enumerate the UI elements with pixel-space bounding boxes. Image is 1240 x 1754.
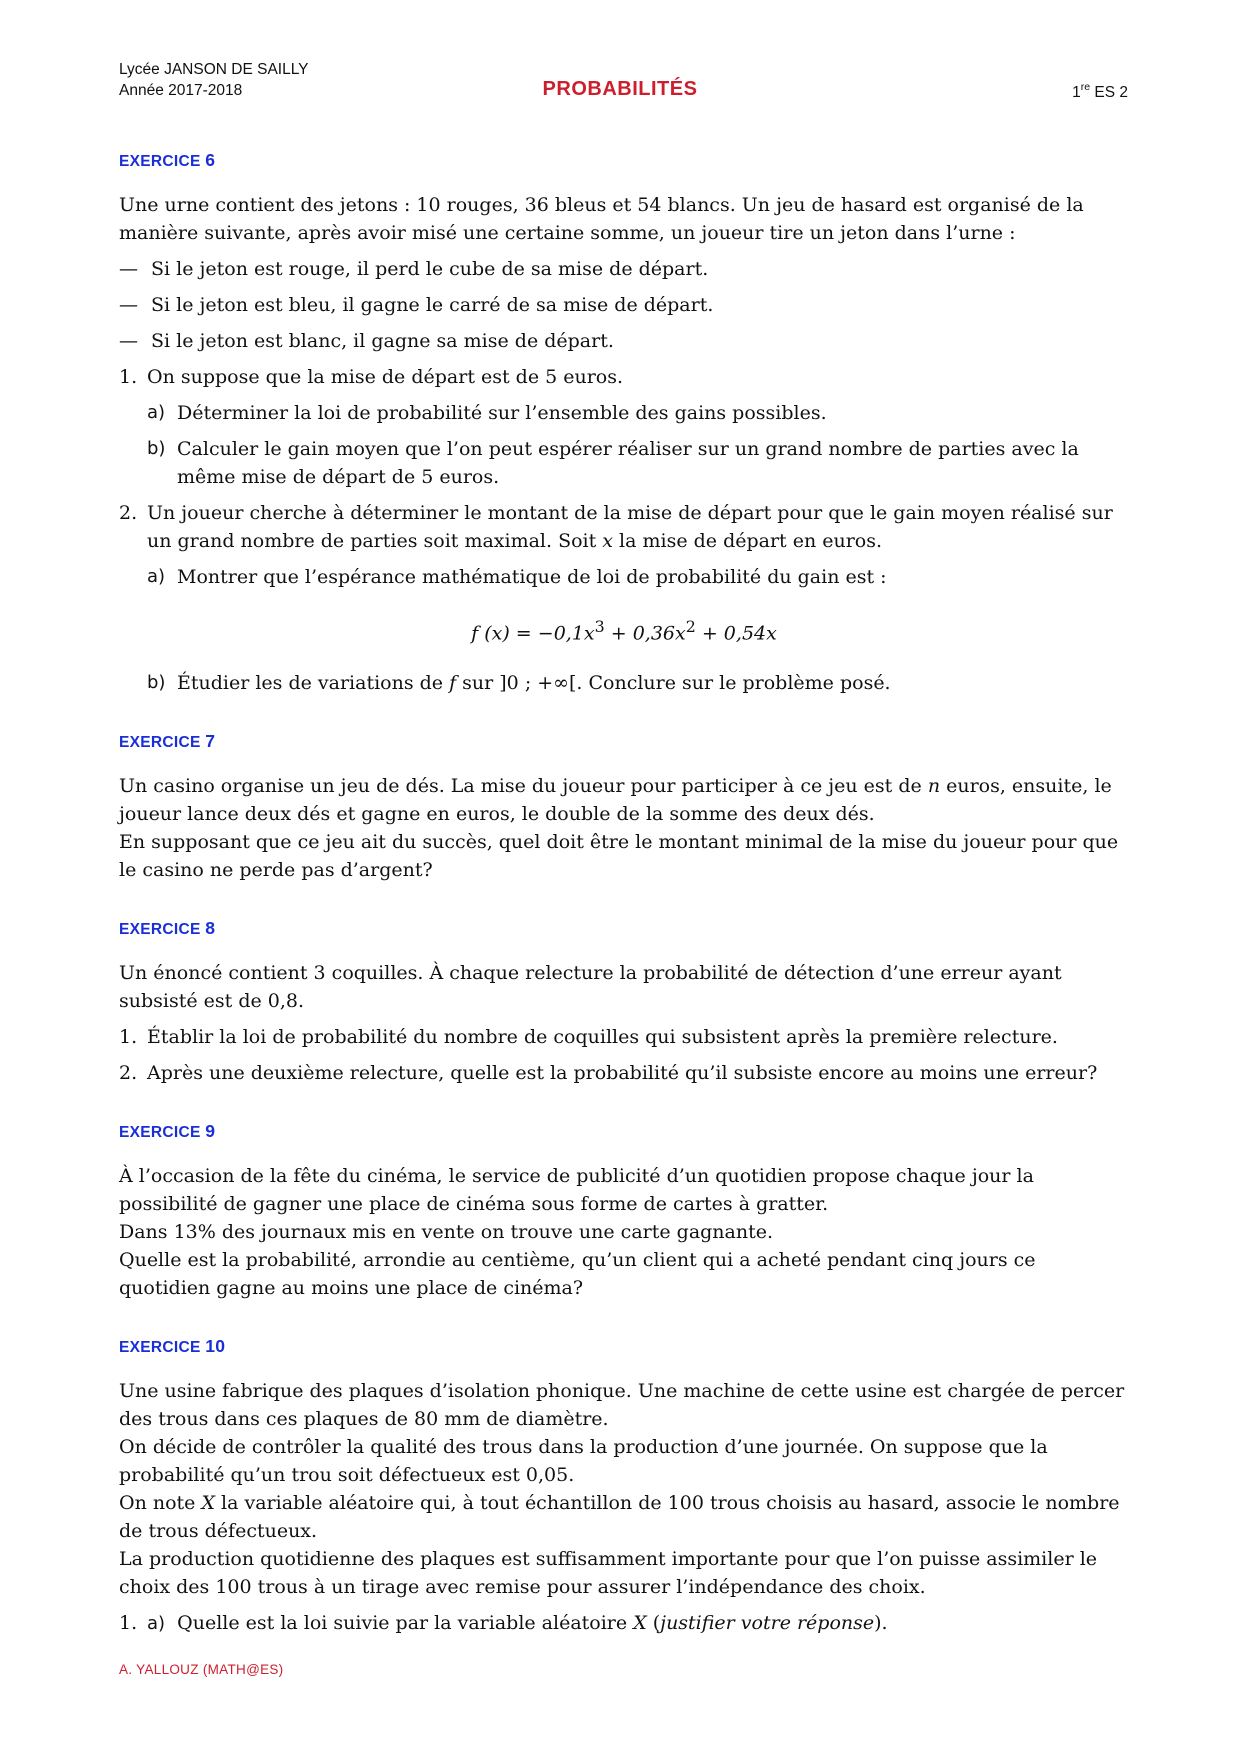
exercise-label: EXERCICE	[119, 921, 201, 939]
dash-marker: —	[119, 294, 138, 316]
exercise-number: 9	[205, 1121, 216, 1142]
subquestion-letter: a)	[147, 402, 166, 423]
bullet-item	[119, 255, 1129, 283]
subquestion-letter: a)	[147, 566, 166, 587]
question-hint: justifier votre réponse	[660, 1612, 875, 1635]
question-2a	[119, 563, 1129, 591]
dash-marker: —	[119, 330, 138, 352]
exercise-10-paragraph: Une usine fabrique des plaques d’isolation phonique. Une machine de cette usine est chargée de percer des trous dans ces plaques de 80 mm de diamètre.	[119, 1380, 1125, 1431]
exercise-7-paragraph	[119, 772, 1129, 828]
class-number: 1	[1072, 84, 1081, 102]
exercise-label: EXERCICE	[119, 734, 201, 752]
expectation-formula	[119, 613, 1129, 647]
formula-part: f (x) = −0,1x	[471, 622, 595, 645]
question-1	[119, 363, 1129, 391]
question-text: Établir la loi de probabilité du nombre de coquilles qui subsistent après la première relecture.	[147, 1026, 1058, 1049]
question-text: Déterminer la loi de probabilité sur l’ensemble des gains possibles.	[177, 402, 827, 424]
exercise-9-question: Quelle est la probabilité, arrondie au centième, qu’un client qui a acheté pendant cinq jours ce quotidien gagne au moins une place de cinéma?	[119, 1249, 1036, 1300]
question-number: 1.	[119, 1026, 138, 1049]
class-name: ES 2	[1094, 84, 1128, 102]
dash-marker: —	[119, 258, 138, 280]
question-text: Un joueur cherche à déterminer le montant de la mise de départ pour que le gain moyen réalisé sur un grand nombre de parties soit maximal. Soit	[147, 502, 1113, 552]
question-text: On suppose que la mise de départ est de 5 euros.	[147, 366, 624, 388]
bullet-text: Si le jeton est rouge, il perd le cube de sa mise de départ.	[151, 258, 709, 280]
math-variable: X	[201, 1492, 215, 1515]
question-2	[119, 499, 1129, 555]
content	[119, 150, 1129, 1638]
exercise-8-heading	[119, 918, 1129, 939]
exercise-label: EXERCICE	[119, 1124, 201, 1142]
exercise-number: 10	[205, 1336, 226, 1357]
page-footer: A. YALLOUZ (MATH@ES)	[119, 1662, 284, 1677]
paragraph-text: On note	[119, 1492, 202, 1515]
exercise-6-heading	[119, 150, 1129, 171]
question-2b	[119, 669, 1129, 697]
exercise-7-question: En supposant que ce jeu ait du succès, quel doit être le montant minimal de la mise du joueur pour que le casino ne perde pas d’argent?	[119, 831, 1119, 882]
question-number: 1.	[119, 1612, 138, 1635]
question-text: Calculer le gain moyen que l’on peut espérer réaliser sur un grand nombre de parties avec la même mise de départ de 5 euros.	[177, 438, 1079, 488]
math-variable: n	[927, 775, 941, 798]
exercise-number: 7	[205, 731, 216, 752]
school-year: Année 2017-2018	[119, 82, 243, 99]
formula-exponent: 3	[594, 617, 605, 636]
question-number: 2.	[119, 1062, 138, 1085]
page-title: PROBABILITÉS	[542, 78, 698, 100]
question-1b	[119, 435, 1129, 491]
question-text: sur ]0 ; +∞[. Conclure sur le problème posé.	[456, 672, 891, 695]
subquestion-letter: b)	[147, 672, 166, 694]
paragraph-text: la variable aléatoire qui, à tout échantillon de 100 trous choisis au hasard, associe le nombre de trous défectueux.	[119, 1492, 1120, 1543]
exercise-9-paragraph: À l’occasion de la fête du cinéma, le service de publicité d’un quotidien propose chaque jour la possibilité de gagner une place de cinéma sous forme de cartes à gratter.	[119, 1165, 1034, 1216]
bullet-text: Si le jeton est bleu, il gagne le carré de sa mise de départ.	[151, 294, 714, 316]
bullet-item	[119, 327, 1129, 355]
question-1	[119, 1023, 1129, 1051]
exercise-9-heading	[119, 1121, 1129, 1142]
exercise-number: 6	[205, 150, 216, 170]
question-2	[119, 1059, 1129, 1087]
school-name: Lycée JANSON DE SAILLY	[119, 61, 309, 78]
class-superscript: re	[1080, 81, 1091, 93]
question-text: ).	[874, 1612, 888, 1635]
exercise-9-paragraph: Dans 13% des journaux mis en vente on trouve une carte gagnante.	[119, 1221, 774, 1244]
math-variable: f	[449, 672, 457, 695]
question-1a	[119, 1609, 1129, 1638]
formula-exponent: 2	[685, 617, 696, 636]
class-label	[1072, 82, 1128, 102]
bullet-text: Si le jeton est blanc, il gagne sa mise de départ.	[151, 330, 614, 352]
question-text: (	[646, 1612, 661, 1635]
question-number: 1.	[119, 366, 138, 388]
exercise-10-heading	[119, 1336, 1129, 1357]
exercise-8-intro: Un énoncé contient 3 coquilles. À chaque relecture la probabilité de détection d’une erreur ayant subsisté est de 0,8.	[119, 962, 1062, 1013]
subquestion-letter: a)	[147, 1613, 166, 1635]
exercise-10-paragraph	[119, 1489, 1129, 1545]
exercise-label: EXERCICE	[119, 1339, 201, 1357]
question-1a	[119, 399, 1129, 427]
exercise-label: EXERCICE	[119, 153, 201, 170]
exercise-7-heading	[119, 731, 1129, 752]
math-variable: X	[633, 1612, 647, 1635]
question-number: 2.	[119, 502, 138, 524]
bullet-item	[119, 291, 1129, 319]
exercise-10-paragraph: La production quotidienne des plaques est suffisamment importante pour que l’on puisse assimiler le choix des 100 trous à un tirage avec remise pour assurer l’indépendance des choix.	[119, 1548, 1098, 1599]
exercise-10-paragraph: On décide de contrôler la qualité des trous dans la production d’une journée. On suppose que la probabilité qu’un trou soit défectueux est 0,05.	[119, 1436, 1048, 1487]
question-text: Étudier les de variations de	[177, 672, 450, 695]
paragraph-text: Un casino organise un jeu de dés. La mise du joueur pour participer à ce jeu est de	[119, 775, 928, 798]
question-text: Après une deuxième relecture, quelle est la probabilité qu’il subsiste encore au moins une erreur?	[147, 1062, 1098, 1085]
question-text: Montrer que l’espérance mathématique de loi de probabilité du gain est :	[177, 566, 887, 588]
paragraph-text: euros, ensuite, le joueur lance deux dés et gagne en euros, le double de la somme des deux dés.	[119, 775, 1112, 826]
question-text: la mise de départ en euros.	[613, 530, 883, 552]
exercise-number: 8	[205, 918, 216, 939]
subquestion-letter: b)	[147, 438, 166, 459]
math-variable: x	[602, 530, 614, 552]
formula-part: + 0,36x	[604, 622, 686, 645]
question-text: Quelle est la loi suivie par la variable aléatoire	[177, 1612, 634, 1635]
exercise-6-intro: Une urne contient des jetons : 10 rouges, 36 bleus et 54 blancs. Un jeu de hasard est organisé de la manière suivante, après avoir misé une certaine somme, un joueur tire un jeton dans l’urne :	[119, 194, 1084, 244]
formula-part: + 0,54x	[695, 622, 777, 645]
